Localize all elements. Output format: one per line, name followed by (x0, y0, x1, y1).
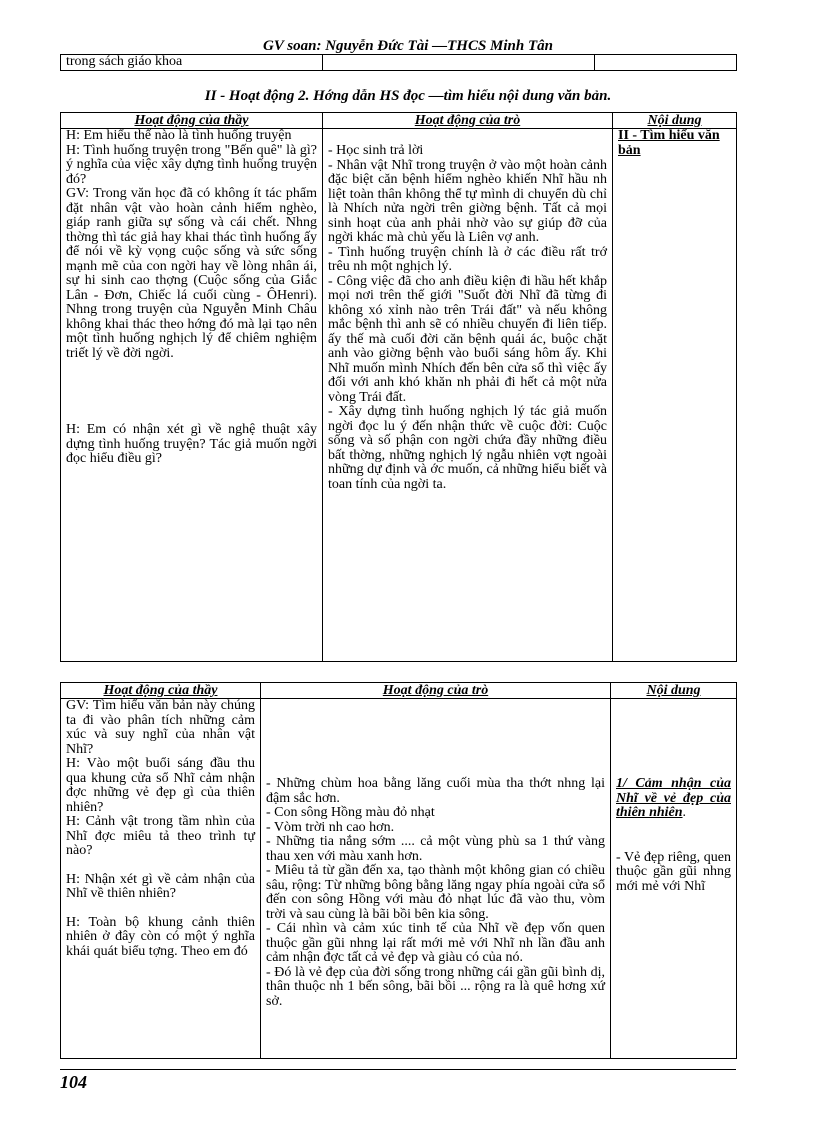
student-text: - Nhân vật Nhĩ trong truyện ở vào một hoàn cảnh đặc biệt căn bệnh hiểm nghèo khiến Nhĩ hầu nh liệt toàn thân không thể tự mình di chuyển dù chỉ là Nhích nửa ngời trên giờng bệnh. Tất cả mọi sinh hoạt của anh phải nhờ vào sự giúp đỡ của ngời khác mà chủ yếu là Liên vợ anh. (328, 157, 607, 245)
header-content: Nội dung (611, 683, 737, 699)
teacher-text: H: Em hiểu thế nào là tình huống truyện (66, 128, 292, 143)
student-column (261, 699, 611, 1059)
activity-table-2 (60, 682, 737, 1059)
header-teacher: Hoạt động của thầy (61, 113, 323, 129)
teacher-column (61, 129, 323, 662)
teacher-text: H: Nhận xét gì về cảm nhận của Nhĩ về thiên nhiên? (66, 871, 255, 901)
top-cell-3 (595, 55, 737, 71)
top-cell-2 (323, 55, 595, 71)
student-text: - Những tia nắng sớm .... cả một vùng phù sa 1 thứ vàng thau xen với màu xanh hơn. (266, 834, 605, 864)
footer-rule (60, 1069, 736, 1070)
student-text: - Đó là vẻ đẹp của đời sống trong những cái gần gũi bình dị, thân thuộc nh 1 bến sông, bãi bồi ... rộng ra là quê hơng xứ sở. (266, 964, 605, 1009)
teacher-text: GV: Tìm hiểu văn bản này chúng ta đi vào phân tích những cảm xúc và suy nghĩ của nhân vật Nhĩ? (66, 698, 255, 757)
header-student: Hoạt động của trò (323, 113, 613, 129)
content-subsection (616, 777, 731, 821)
content-text: - Vẻ đẹp riêng, quen thuộc gần gũi nhng mới mẻ với Nhĩ (616, 849, 731, 894)
student-column (323, 129, 613, 662)
teacher-text: GV: Trong văn học đã có không ít tác phẩm đặt nhân vật vào hoàn cảnh hiểm nghèo, giáp ranh giữa sự sống và cái chết. Nhng thờng thì tác giả hay khai thác tình huống ấy để nói về kỳ vọng cuộc sống và sức sống mạnh mẽ của con ngời hay về lòng nhân ái, sự hi sinh cao thợng (Cuộc sống của Giắc Lân - Đơn, Chiếc lá cuối cùng - ÔHenri). Nhng trong truyện của Nguyễn Minh Châu không khai thác theo hớng đó mà lại tạo nên một tình huống nghịch lý để chiêm nghiệm triết lý về đời ngời. (66, 186, 317, 361)
section-title: II - Hoạt động 2. Hớng dẫn HS đọc —tìm hiểu nội dung văn bản. (204, 88, 612, 104)
teacher-text: H: Vào một buổi sáng đầu thu qua khung cửa sổ Nhĩ cảm nhận đợc những vẻ đẹp gì của thiên nhiên? (66, 756, 255, 815)
teacher-text: H: Toàn bộ khung cảnh thiên nhiên ở đây còn có một ý nghĩa khái quát biểu tợng. Theo em đó (66, 914, 255, 959)
page-number: 104 (60, 1072, 87, 1092)
teacher-column (61, 699, 261, 1059)
content-column (611, 699, 737, 1059)
teacher-text: H: Em có nhận xét gì về nghệ thuật xây dựng tình huống truyện? Tác giả muốn ngời đọc hiểu điều gì? (66, 422, 317, 466)
student-text: - Những chùm hoa bằng lăng cuối mùa tha thớt nhng lại đậm sắc hơn. (266, 776, 605, 806)
content-column (613, 129, 737, 662)
teacher-text: H: Tình huống truyện trong "Bến quê" là gì? ý nghĩa của việc xây dựng tình huống truyện đó? (66, 142, 317, 187)
student-text: - Con sông Hồng màu đỏ nhạt (266, 805, 435, 820)
header-student: Hoạt động của trò (261, 683, 611, 699)
page-header: GV soan: Nguyễn Đức Tài —THCS Minh Tân (262, 38, 553, 54)
student-text: - Cái nhìn và cảm xúc tinh tế của Nhĩ về đẹp vốn quen thuộc gần gũi nhng lại rất mới mẻ với Nhĩ nh lần đầu anh cảm nhận đợc tất cả vẻ đẹp và giàu có của nó. (266, 921, 605, 965)
student-text: - Vòm trời nh cao hơn. (266, 819, 395, 835)
subsection-title: 1/ Cảm nhận của Nhĩ về vẻ đẹp của thiên nhiên (616, 776, 731, 820)
student-text: - Miêu tả từ gần đến xa, tạo thành một không gian có chiều sâu, rộng: Từ những bông bằng lăng ngay phía ngoài cửa sổ đến con sông Hồng với màu đỏ nhạt lúc đã vào thu, vòm trời và sau cùng là bãi bồi bên kia sông. (266, 863, 605, 922)
header-content: Nội dung (613, 113, 737, 129)
student-text: - Công việc đã cho anh điều kiện đi hầu hết khắp mọi nơi trên thế giới "Suốt đời Nhĩ đã từng đi không xó xỉnh nào trên Trái đất" và nếu không mắc bệnh thì anh sẽ có nhiều chuyến đi liên tiếp. ấy thế mà cuối đời căn bệnh quái ác, buộc chặt anh vào giờng bệnh vào buổi sáng hôm ấy. Khi Nhĩ muốn mình Nhích đến bên cửa sổ thì việc ấy đối với anh khó khăn nh phải đi hết cả một nửa vòng Trái đất. (328, 273, 607, 405)
teacher-text: H: Cảnh vật trong tầm nhìn của Nhĩ đợc miêu tả theo trình tự nào? (66, 814, 255, 858)
student-text: - Xây dựng tình huống nghịch lý tác giả muốn ngời đọc lu ý đến nhận thức về cuộc đời: Cuộc sống và số phận con ngời chứa đầy những điều bất thờng, những nghịch lý ngẫu nhiên vợt ngoài những dự định và ớc muốn, cả những hiểu biết và toan tính của ngời ta. (328, 404, 607, 492)
header-teacher: Hoạt động của thầy (61, 683, 261, 699)
top-table (60, 54, 737, 71)
subsection-title-end: . (682, 805, 687, 820)
content-section-title: II - Tìm hiểu văn bản (618, 128, 720, 158)
top-cell-1: trong sách giáo khoa (61, 55, 323, 71)
activity-table-1 (60, 112, 737, 662)
student-text: - Tình huống truyện chính là ở các điều rất trớ trêu nh một nghịch lý. (328, 244, 607, 274)
student-text: - Học sinh trả lời (328, 143, 424, 158)
